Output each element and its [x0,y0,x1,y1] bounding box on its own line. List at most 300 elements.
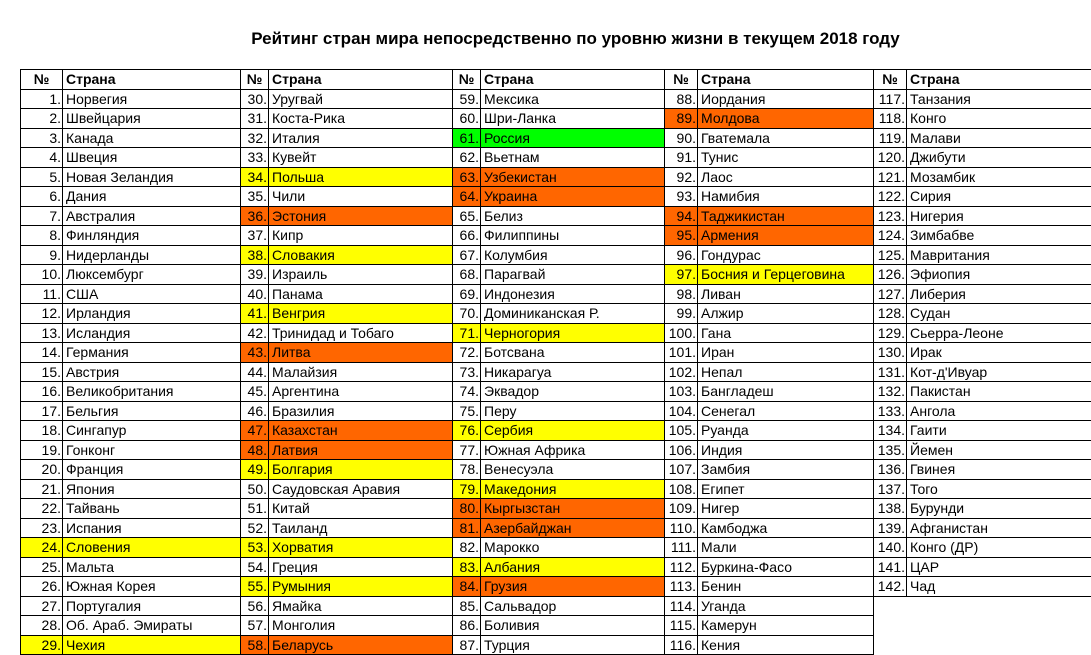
rank-cell[interactable]: 24. [21,538,63,558]
rank-cell[interactable]: 9. [21,245,63,265]
rank-cell[interactable]: 47. [241,421,269,441]
rank-cell[interactable]: 109. [665,499,698,519]
country-cell[interactable]: Йемен [907,440,1091,460]
country-cell[interactable]: Индонезия [481,284,665,304]
country-cell[interactable]: Гонконг [63,440,241,460]
country-cell[interactable]: Панама [269,284,453,304]
rank-cell[interactable]: 63. [453,167,481,187]
rank-cell[interactable]: 60. [453,109,481,129]
country-cell[interactable]: Исландия [63,323,241,343]
country-cell[interactable]: Кувейт [269,148,453,168]
rank-cell[interactable]: 14. [21,343,63,363]
country-cell[interactable]: Тринидад и Тобаго [269,323,453,343]
country-cell[interactable]: Гаити [907,421,1091,441]
rank-cell[interactable]: 115. [665,616,698,636]
rank-cell[interactable]: 72. [453,343,481,363]
rank-cell[interactable]: 34. [241,167,269,187]
rank-cell[interactable]: 83. [453,557,481,577]
country-cell[interactable]: Намибия [698,187,874,207]
country-cell[interactable]: Польша [269,167,453,187]
rank-cell[interactable]: 92. [665,167,698,187]
country-cell[interactable]: США [63,284,241,304]
rank-cell[interactable]: 71. [453,323,481,343]
country-cell[interactable]: Перу [481,401,665,421]
country-cell[interactable]: Великобритания [63,382,241,402]
country-cell[interactable]: Буркина-Фасо [698,557,874,577]
country-cell[interactable]: Нигер [698,499,874,519]
rank-cell[interactable]: 62. [453,148,481,168]
country-cell[interactable]: Украина [481,187,665,207]
rank-cell[interactable]: 43. [241,343,269,363]
rank-cell[interactable]: 32. [241,128,269,148]
rank-cell[interactable]: 84. [453,577,481,597]
rank-cell[interactable]: 48. [241,440,269,460]
rank-cell[interactable]: 12. [21,304,63,324]
country-cell[interactable]: Южная Корея [63,577,241,597]
rank-cell[interactable]: 69. [453,284,481,304]
header-num[interactable]: № [665,70,698,90]
rank-cell[interactable]: 29. [21,635,63,655]
country-cell[interactable]: Латвия [269,440,453,460]
country-cell[interactable]: Сенегал [698,401,874,421]
country-cell[interactable]: Азербайджан [481,518,665,538]
country-cell[interactable]: Колумбия [481,245,665,265]
rank-cell[interactable]: 10. [21,265,63,285]
country-cell[interactable]: Танзания [907,89,1091,109]
rank-cell[interactable]: 116. [665,635,698,655]
header-country[interactable]: Страна [907,70,1091,90]
country-cell[interactable]: Ливан [698,284,874,304]
rank-cell[interactable]: 91. [665,148,698,168]
country-cell[interactable]: Боливия [481,616,665,636]
country-cell[interactable]: Румыния [269,577,453,597]
rank-cell[interactable]: 88. [665,89,698,109]
country-cell[interactable]: Португалия [63,596,241,616]
rank-cell[interactable]: 66. [453,226,481,246]
rank-cell[interactable]: 118. [874,109,907,129]
header-num[interactable]: № [453,70,481,90]
country-cell[interactable]: ЦАР [907,557,1091,577]
country-cell[interactable]: Босния и Герцеговина [698,265,874,285]
country-cell[interactable]: Кыргызстан [481,499,665,519]
rank-cell[interactable]: 22. [21,499,63,519]
rank-cell[interactable]: 11. [21,284,63,304]
country-cell[interactable]: Иран [698,343,874,363]
country-cell[interactable]: Эстония [269,206,453,226]
country-cell[interactable]: Ирак [907,343,1091,363]
country-cell[interactable]: Южная Африка [481,440,665,460]
rank-cell[interactable]: 141. [874,557,907,577]
header-num[interactable]: № [874,70,907,90]
country-cell[interactable]: Иордания [698,89,874,109]
rank-cell[interactable]: 15. [21,362,63,382]
rank-cell[interactable]: 80. [453,499,481,519]
rank-cell[interactable]: 125. [874,245,907,265]
rank-cell[interactable]: 138. [874,499,907,519]
country-cell[interactable]: Эквадор [481,382,665,402]
country-cell[interactable]: Индия [698,440,874,460]
rank-cell[interactable]: 16. [21,382,63,402]
rank-cell[interactable]: 85. [453,596,481,616]
rank-cell[interactable]: 42. [241,323,269,343]
rank-cell[interactable]: 56. [241,596,269,616]
rank-cell[interactable]: 33. [241,148,269,168]
rank-cell[interactable]: 102. [665,362,698,382]
rank-cell[interactable]: 98. [665,284,698,304]
country-cell[interactable]: Мавритания [907,245,1091,265]
country-cell[interactable]: Малави [907,128,1091,148]
country-cell[interactable]: Швейцария [63,109,241,129]
rank-cell[interactable]: 82. [453,538,481,558]
rank-cell[interactable]: 28. [21,616,63,636]
rank-cell[interactable]: 117. [874,89,907,109]
rank-cell[interactable]: 36. [241,206,269,226]
country-cell[interactable]: Уругвай [269,89,453,109]
country-cell[interactable]: Либерия [907,284,1091,304]
rank-cell[interactable]: 30. [241,89,269,109]
country-cell[interactable]: Македония [481,479,665,499]
rank-cell[interactable]: 87. [453,635,481,655]
rank-cell[interactable]: 107. [665,460,698,480]
rank-cell[interactable]: 67. [453,245,481,265]
country-cell[interactable]: Кипр [269,226,453,246]
country-cell[interactable]: Мозамбик [907,167,1091,187]
rank-cell[interactable]: 97. [665,265,698,285]
country-cell[interactable]: Мальта [63,557,241,577]
rank-cell[interactable]: 54. [241,557,269,577]
country-cell[interactable]: Бельгия [63,401,241,421]
country-cell[interactable]: Об. Араб. Эмираты [63,616,241,636]
country-cell[interactable]: Монголия [269,616,453,636]
rank-cell[interactable]: 86. [453,616,481,636]
country-cell[interactable]: Доминиканская Р. [481,304,665,324]
rank-cell[interactable]: 59. [453,89,481,109]
rank-cell[interactable]: 31. [241,109,269,129]
country-cell[interactable]: Зимбабве [907,226,1091,246]
rank-cell[interactable]: 18. [21,421,63,441]
country-cell[interactable]: Камбоджа [698,518,874,538]
country-cell[interactable]: Судан [907,304,1091,324]
country-cell[interactable]: Гондурас [698,245,874,265]
country-cell[interactable]: Мексика [481,89,665,109]
country-cell[interactable]: Шри-Ланка [481,109,665,129]
country-cell[interactable]: Финляндия [63,226,241,246]
rank-cell[interactable]: 140. [874,538,907,558]
country-cell[interactable]: Бенин [698,577,874,597]
header-num[interactable]: № [241,70,269,90]
rank-cell[interactable]: 129. [874,323,907,343]
country-cell[interactable]: Болгария [269,460,453,480]
rank-cell[interactable]: 89. [665,109,698,129]
header-country[interactable]: Страна [63,70,241,90]
rank-cell[interactable]: 135. [874,440,907,460]
country-cell[interactable]: Австрия [63,362,241,382]
header-country[interactable]: Страна [481,70,665,90]
country-cell[interactable]: Новая Зеландия [63,167,241,187]
country-cell[interactable]: Парагвай [481,265,665,285]
country-cell[interactable]: Италия [269,128,453,148]
rank-cell[interactable]: 128. [874,304,907,324]
rank-cell[interactable]: 76. [453,421,481,441]
country-cell[interactable]: Албания [481,557,665,577]
country-cell[interactable]: Эфиопия [907,265,1091,285]
country-cell[interactable]: Франция [63,460,241,480]
country-cell[interactable]: Турция [481,635,665,655]
country-cell[interactable]: Алжир [698,304,874,324]
rank-cell[interactable]: 108. [665,479,698,499]
country-cell[interactable]: Конго (ДР) [907,538,1091,558]
country-cell[interactable]: Чехия [63,635,241,655]
rank-cell[interactable]: 27. [21,596,63,616]
country-cell[interactable]: Венгрия [269,304,453,324]
country-cell[interactable]: Армения [698,226,874,246]
country-cell[interactable]: Малайзия [269,362,453,382]
rank-cell[interactable]: 49. [241,460,269,480]
table-row [241,557,453,577]
rank-cell[interactable]: 78. [453,460,481,480]
rank-cell[interactable]: 23. [21,518,63,538]
country-cell[interactable]: Бангладеш [698,382,874,402]
rank-cell[interactable]: 61. [453,128,481,148]
rank-cell[interactable]: 3. [21,128,63,148]
country-cell[interactable]: Нигерия [907,206,1091,226]
country-cell[interactable]: Вьетнам [481,148,665,168]
country-cell[interactable]: Люксембург [63,265,241,285]
country-cell[interactable]: Греция [269,557,453,577]
country-cell[interactable]: Сьерра-Леоне [907,323,1091,343]
country-cell[interactable]: Сингапур [63,421,241,441]
country-cell[interactable]: Казахстан [269,421,453,441]
country-cell[interactable]: Чад [907,577,1091,597]
rank-cell[interactable]: 90. [665,128,698,148]
country-cell[interactable]: Словения [63,538,241,558]
country-cell[interactable]: Германия [63,343,241,363]
rank-cell[interactable]: 39. [241,265,269,285]
rank-cell[interactable]: 25. [21,557,63,577]
country-cell[interactable]: Белиз [481,206,665,226]
country-cell[interactable]: Узбекистан [481,167,665,187]
country-cell[interactable]: Бразилия [269,401,453,421]
country-cell[interactable]: Кот-д'Ивуар [907,362,1091,382]
country-cell[interactable]: Филиппины [481,226,665,246]
rank-cell[interactable]: 64. [453,187,481,207]
rank-cell[interactable]: 139. [874,518,907,538]
country-cell[interactable]: Непал [698,362,874,382]
country-cell[interactable]: Беларусь [269,635,453,655]
rank-cell[interactable]: 94. [665,206,698,226]
rank-cell[interactable]: 122. [874,187,907,207]
rank-cell[interactable]: 26. [21,577,63,597]
rank-cell[interactable]: 37. [241,226,269,246]
rank-cell[interactable]: 101. [665,343,698,363]
country-cell[interactable]: Бурунди [907,499,1091,519]
rank-cell[interactable]: 7. [21,206,63,226]
rank-cell[interactable]: 106. [665,440,698,460]
country-cell[interactable]: Ямайка [269,596,453,616]
rank-cell[interactable]: 134. [874,421,907,441]
country-cell[interactable]: Чили [269,187,453,207]
rank-cell[interactable]: 121. [874,167,907,187]
rank-cell[interactable]: 73. [453,362,481,382]
country-cell[interactable]: Таджикистан [698,206,874,226]
country-cell[interactable]: Тунис [698,148,874,168]
rank-cell[interactable]: 44. [241,362,269,382]
country-cell[interactable]: Грузия [481,577,665,597]
country-cell[interactable]: Того [907,479,1091,499]
country-cell[interactable]: Норвегия [63,89,241,109]
rank-cell[interactable]: 55. [241,577,269,597]
rank-cell[interactable]: 113. [665,577,698,597]
rank-cell[interactable]: 40. [241,284,269,304]
table-row [453,245,665,265]
rank-cell[interactable]: 81. [453,518,481,538]
country-cell[interactable]: Дания [63,187,241,207]
rank-cell[interactable]: 124. [874,226,907,246]
country-cell[interactable]: Китай [269,499,453,519]
rank-cell[interactable]: 70. [453,304,481,324]
country-cell[interactable]: Япония [63,479,241,499]
table-row [874,265,1091,285]
rank-cell[interactable]: 100. [665,323,698,343]
country-cell[interactable]: Замбия [698,460,874,480]
country-cell[interactable]: Венесуэла [481,460,665,480]
country-cell[interactable]: Хорватия [269,538,453,558]
rank-cell[interactable]: 5. [21,167,63,187]
rank-cell[interactable]: 127. [874,284,907,304]
rank-cell[interactable]: 136. [874,460,907,480]
rank-cell[interactable]: 111. [665,538,698,558]
rank-cell[interactable]: 50. [241,479,269,499]
country-cell[interactable]: Сербия [481,421,665,441]
country-cell[interactable]: Ирландия [63,304,241,324]
header-country[interactable]: Страна [269,70,453,90]
rank-cell[interactable]: 17. [21,401,63,421]
table-row [665,109,874,129]
rank-cell[interactable]: 65. [453,206,481,226]
country-cell[interactable]: Литва [269,343,453,363]
table-row [874,538,1091,558]
country-cell[interactable]: Ботсвана [481,343,665,363]
country-cell[interactable]: Никарагуа [481,362,665,382]
country-cell[interactable]: Пакистан [907,382,1091,402]
country-cell[interactable]: Коста-Рика [269,109,453,129]
country-cell[interactable]: Израиль [269,265,453,285]
rank-cell[interactable]: 137. [874,479,907,499]
country-cell[interactable]: Испания [63,518,241,538]
rank-cell[interactable]: 130. [874,343,907,363]
country-cell[interactable]: Гватемала [698,128,874,148]
country-cell[interactable]: Ангола [907,401,1091,421]
rank-cell[interactable]: 120. [874,148,907,168]
rank-cell[interactable]: 58. [241,635,269,655]
header-country[interactable]: Страна [698,70,874,90]
rank-cell[interactable]: 57. [241,616,269,636]
rank-cell[interactable]: 41. [241,304,269,324]
country-cell[interactable]: Нидерланды [63,245,241,265]
country-cell[interactable]: Австралия [63,206,241,226]
country-cell[interactable]: Мали [698,538,874,558]
rank-cell[interactable]: 131. [874,362,907,382]
ranking-column-5 [873,69,1091,597]
country-cell[interactable]: Кения [698,635,874,655]
rank-cell[interactable]: 96. [665,245,698,265]
rank-cell[interactable]: 38. [241,245,269,265]
country-cell[interactable]: Джибути [907,148,1091,168]
country-cell[interactable]: Словакия [269,245,453,265]
rank-cell[interactable]: 21. [21,479,63,499]
rank-cell[interactable]: 2. [21,109,63,129]
rank-cell[interactable]: 126. [874,265,907,285]
rank-cell[interactable]: 142. [874,577,907,597]
country-cell[interactable]: Аргентина [269,382,453,402]
rank-cell[interactable]: 112. [665,557,698,577]
rank-cell[interactable]: 20. [21,460,63,480]
rank-cell[interactable]: 95. [665,226,698,246]
rank-cell[interactable]: 51. [241,499,269,519]
country-cell[interactable]: Камерун [698,616,874,636]
country-cell[interactable]: Конго [907,109,1091,129]
country-cell[interactable]: Гвинея [907,460,1091,480]
country-cell[interactable]: Россия [481,128,665,148]
rank-cell[interactable]: 19. [21,440,63,460]
rank-cell[interactable]: 110. [665,518,698,538]
country-cell[interactable]: Тайвань [63,499,241,519]
rank-cell[interactable]: 1. [21,89,63,109]
rank-cell[interactable]: 132. [874,382,907,402]
rank-cell[interactable]: 77. [453,440,481,460]
rank-cell[interactable]: 133. [874,401,907,421]
rank-cell[interactable]: 8. [21,226,63,246]
rank-cell[interactable]: 119. [874,128,907,148]
rank-cell[interactable]: 45. [241,382,269,402]
rank-cell[interactable]: 6. [21,187,63,207]
country-cell[interactable]: Уганда [698,596,874,616]
rank-cell[interactable]: 74. [453,382,481,402]
country-cell[interactable]: Лаос [698,167,874,187]
rank-cell[interactable]: 53. [241,538,269,558]
rank-cell[interactable]: 103. [665,382,698,402]
country-cell[interactable]: Саудовская Аравия [269,479,453,499]
country-cell[interactable]: Марокко [481,538,665,558]
country-cell[interactable]: Египет [698,479,874,499]
country-cell[interactable]: Таиланд [269,518,453,538]
rank-cell[interactable]: 105. [665,421,698,441]
rank-cell[interactable]: 46. [241,401,269,421]
country-cell[interactable]: Гана [698,323,874,343]
rank-cell[interactable]: 35. [241,187,269,207]
country-cell[interactable]: Сальвадор [481,596,665,616]
header-num[interactable]: № [21,70,63,90]
country-cell[interactable]: Афганистан [907,518,1091,538]
rank-cell[interactable]: 123. [874,206,907,226]
rank-cell[interactable]: 4. [21,148,63,168]
country-cell[interactable]: Молдова [698,109,874,129]
rank-cell[interactable]: 79. [453,479,481,499]
country-cell[interactable]: Руанда [698,421,874,441]
rank-cell[interactable]: 68. [453,265,481,285]
country-cell[interactable]: Канада [63,128,241,148]
rank-cell[interactable]: 114. [665,596,698,616]
country-cell[interactable]: Черногория [481,323,665,343]
rank-cell[interactable]: 104. [665,401,698,421]
rank-cell[interactable]: 99. [665,304,698,324]
country-cell[interactable]: Сирия [907,187,1091,207]
rank-cell[interactable]: 93. [665,187,698,207]
rank-cell[interactable]: 52. [241,518,269,538]
country-cell[interactable]: Швеция [63,148,241,168]
rank-cell[interactable]: 13. [21,323,63,343]
rank-cell[interactable]: 75. [453,401,481,421]
